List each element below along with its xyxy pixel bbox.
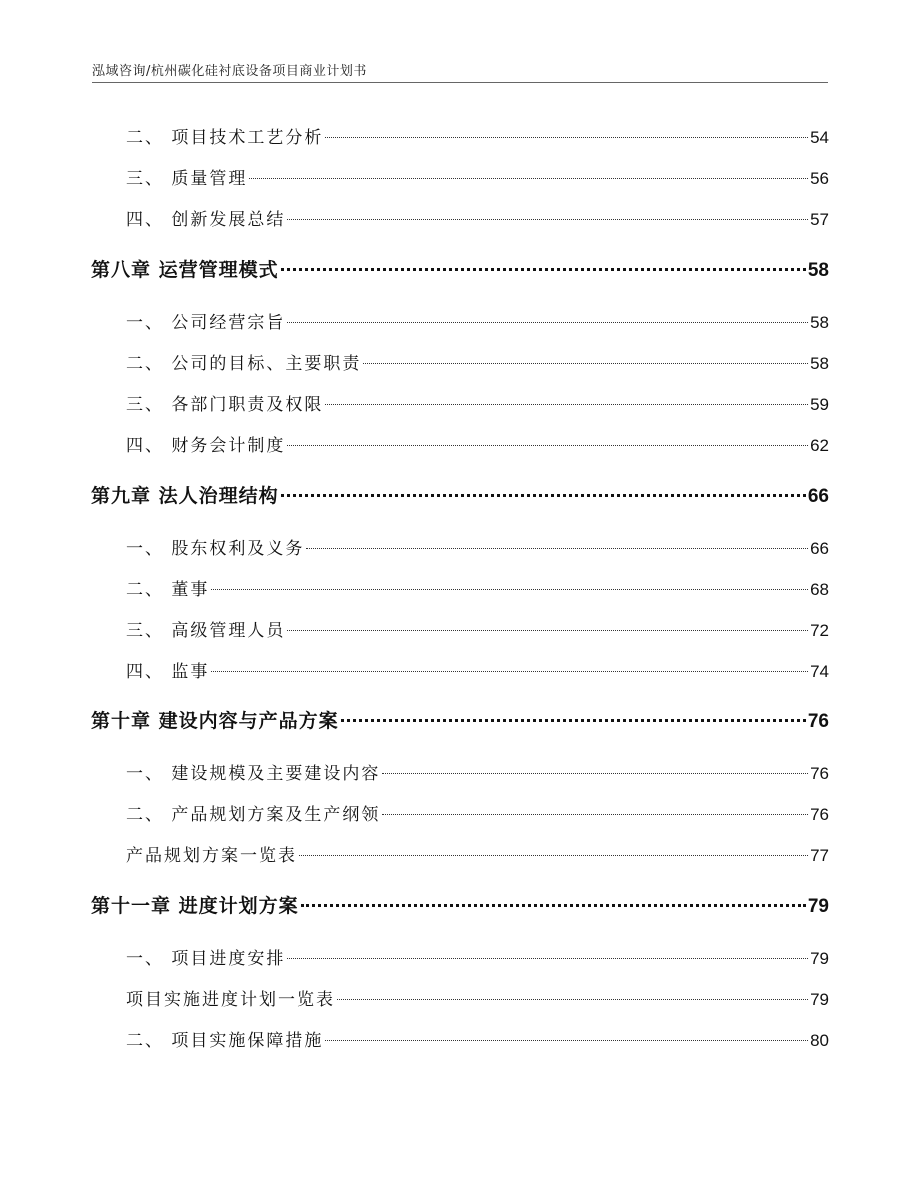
- toc-leader-dots: [299, 855, 808, 856]
- toc-entry-page: 74: [810, 662, 829, 681]
- toc-leader-dots: [363, 363, 808, 364]
- toc-leader-dots: [287, 322, 808, 323]
- toc-entry[interactable]: [0, 944, 920, 969]
- toc-leader-dots: [306, 548, 808, 549]
- toc-entry-page: 58: [810, 313, 829, 332]
- toc-leader-dots: [325, 137, 808, 138]
- toc-chapter-page: 79: [807, 896, 829, 917]
- toc-entry-page: 77: [810, 846, 829, 865]
- toc-entry-page: 79: [810, 990, 829, 1009]
- toc-chapter-entry[interactable]: [0, 481, 920, 508]
- toc-entry-label: 一、 股东权利及义务: [126, 539, 305, 559]
- toc-chapter-entry[interactable]: [0, 706, 920, 733]
- running-header: 泓域咨询/杭州碳化硅衬底设备项目商业计划书: [92, 64, 367, 79]
- toc-chapter-label: 第十一章 进度计划方案: [91, 895, 299, 917]
- toc-entry-label: 四、 财务会计制度: [126, 436, 286, 456]
- toc-leader-dots: [287, 630, 808, 631]
- toc-entry[interactable]: [0, 431, 920, 456]
- toc-chapter-label: 第九章 法人治理结构: [91, 485, 279, 507]
- toc-leader-dots: [337, 999, 808, 1000]
- toc-entry-page: 76: [810, 805, 829, 824]
- toc-entry-page: 79: [810, 949, 829, 968]
- toc-entry-label: 二、 项目实施保障措施: [126, 1031, 324, 1051]
- toc-entry-page: 54: [810, 128, 829, 147]
- toc-entry-label: 二、 项目技术工艺分析: [126, 128, 324, 148]
- toc-leader-dots: [211, 589, 808, 590]
- toc-entry-label: 三、 高级管理人员: [126, 621, 286, 641]
- toc-entry-page: 57: [810, 210, 829, 229]
- toc-leader-dots: [211, 671, 808, 672]
- toc-entry[interactable]: [0, 205, 920, 230]
- toc-entry-label: 项目实施进度计划一览表: [126, 990, 335, 1010]
- toc-leader-dots: [325, 1040, 808, 1041]
- toc-entry[interactable]: [0, 759, 920, 784]
- toc-entry-page: 59: [810, 395, 829, 414]
- header-rule: [92, 82, 828, 83]
- toc-entry-page: 66: [810, 539, 829, 558]
- toc-leader-dots: [382, 814, 808, 815]
- toc-chapter-label: 第八章 运营管理模式: [91, 259, 279, 281]
- toc-entry-page: 56: [810, 169, 829, 188]
- toc-entry-page: 76: [810, 764, 829, 783]
- toc-entry[interactable]: [0, 575, 920, 600]
- toc-entry-label: 一、 公司经营宗旨: [126, 313, 286, 333]
- toc-entry-label: 一、 项目进度安排: [126, 949, 286, 969]
- toc-entry[interactable]: [0, 841, 920, 866]
- toc-entry[interactable]: [0, 800, 920, 825]
- toc-leader-dots: [281, 494, 806, 497]
- toc-entry-label: 产品规划方案一览表: [126, 846, 297, 866]
- toc-chapter-page: 66: [807, 486, 829, 507]
- toc-entry-label: 三、 质量管理: [126, 169, 248, 189]
- toc-entry[interactable]: [0, 349, 920, 374]
- toc-leader-dots: [287, 958, 808, 959]
- toc-entry-page: 68: [810, 580, 829, 599]
- toc-leader-dots: [249, 178, 808, 179]
- toc-entry-label: 二、 董事: [126, 580, 210, 600]
- toc-entry-label: 三、 各部门职责及权限: [126, 395, 324, 415]
- toc-chapter-entry[interactable]: [0, 255, 920, 282]
- toc-leader-dots: [301, 904, 806, 907]
- toc-entry[interactable]: [0, 164, 920, 189]
- toc-chapter-page: 58: [807, 260, 829, 281]
- toc-leader-dots: [287, 219, 808, 220]
- toc-leader-dots: [341, 719, 806, 722]
- toc-entry[interactable]: [0, 390, 920, 415]
- toc-entry-page: 80: [810, 1031, 829, 1050]
- toc-entry[interactable]: [0, 123, 920, 148]
- toc-chapter-label: 第十章 建设内容与产品方案: [91, 710, 339, 732]
- toc-entry[interactable]: [0, 534, 920, 559]
- toc-entry[interactable]: [0, 1026, 920, 1051]
- toc-leader-dots: [281, 268, 806, 271]
- toc-entry-page: 62: [810, 436, 829, 455]
- toc-entry-label: 二、 产品规划方案及生产纲领: [126, 805, 381, 825]
- toc-leader-dots: [287, 445, 808, 446]
- toc-entry-page: 58: [810, 354, 829, 373]
- toc-entry[interactable]: [0, 657, 920, 682]
- toc-entry-label: 一、 建设规模及主要建设内容: [126, 764, 381, 784]
- toc-entry[interactable]: [0, 985, 920, 1010]
- toc-entry[interactable]: [0, 616, 920, 641]
- toc-chapter-entry[interactable]: [0, 891, 920, 918]
- toc-entry-label: 二、 公司的目标、主要职责: [126, 354, 362, 374]
- toc-entry-page: 72: [810, 621, 829, 640]
- toc-entry-label: 四、 创新发展总结: [126, 210, 286, 230]
- toc-entry[interactable]: [0, 308, 920, 333]
- toc-entry-label: 四、 监事: [126, 662, 210, 682]
- toc-leader-dots: [325, 404, 808, 405]
- toc-leader-dots: [382, 773, 808, 774]
- toc-chapter-page: 76: [807, 711, 829, 732]
